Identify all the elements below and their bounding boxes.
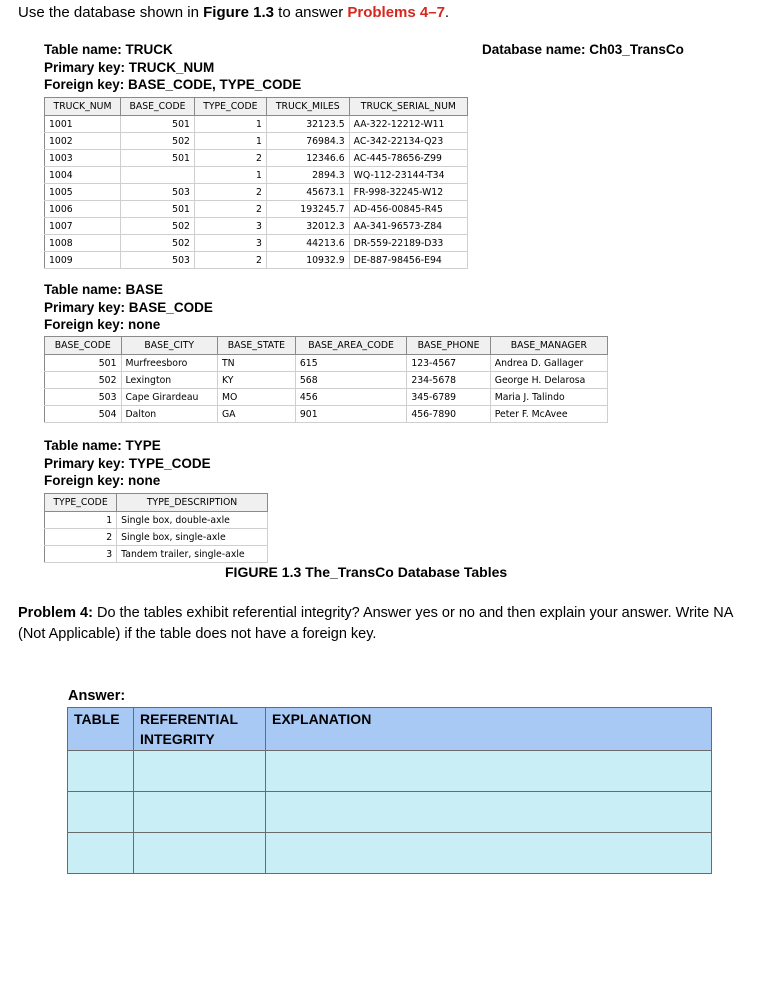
answer-cell-referential-integrity[interactable] bbox=[134, 751, 266, 792]
table-row bbox=[45, 184, 468, 201]
column-header-base-phone: BASE_PHONE bbox=[407, 337, 490, 355]
table-cell-base-city: Dalton bbox=[121, 406, 217, 423]
table-cell-base-code bbox=[121, 167, 195, 184]
table-cell-base-code: 501 bbox=[121, 150, 195, 167]
answer-header-explanation: EXPLANATION bbox=[266, 708, 712, 751]
table-cell-type-description: Tandem trailer, single-axle bbox=[117, 546, 268, 563]
column-header-base-area-code: BASE_AREA_CODE bbox=[295, 337, 406, 355]
column-header-base-manager: BASE_MANAGER bbox=[490, 337, 607, 355]
table-row bbox=[45, 235, 468, 252]
table-cell-base-code: 502 bbox=[121, 235, 195, 252]
table-row bbox=[45, 529, 268, 546]
table-row bbox=[45, 218, 468, 235]
table-cell-truck-num: 1002 bbox=[45, 133, 121, 150]
table-cell-base-manager: George H. Delarosa bbox=[490, 372, 607, 389]
table-cell-base-phone: 456-7890 bbox=[407, 406, 490, 423]
table-cell-base-code: 504 bbox=[45, 406, 122, 423]
table-cell-truck-serial-num: WQ-112-23144-T34 bbox=[349, 167, 467, 184]
table-cell-type-code: 2 bbox=[194, 184, 266, 201]
base-table-info: Table name: BASE Primary key: BASE_CODE Foreign key: none bbox=[44, 282, 213, 332]
table-cell-base-state: TN bbox=[217, 355, 295, 372]
table-cell-truck-serial-num: AC-445-78656-Z99 bbox=[349, 150, 467, 167]
table-cell-type-code: 3 bbox=[194, 218, 266, 235]
table-cell-base-manager: Peter F. McAvee bbox=[490, 406, 607, 423]
answer-cell-explanation[interactable] bbox=[266, 833, 712, 874]
table-cell-truck-miles: 32012.3 bbox=[266, 218, 349, 235]
table-cell-base-area-code: 568 bbox=[295, 372, 406, 389]
column-header-base-code: BASE_CODE bbox=[45, 337, 122, 355]
answer-row bbox=[68, 833, 712, 874]
table-cell-truck-num: 1003 bbox=[45, 150, 121, 167]
answer-cell-explanation[interactable] bbox=[266, 792, 712, 833]
table-cell-truck-miles: 10932.9 bbox=[266, 252, 349, 269]
table-cell-base-city: Lexington bbox=[121, 372, 217, 389]
instruction-text: Use the database shown in Figure 1.3 to answer Problems 4–7. bbox=[18, 4, 450, 21]
table-cell-base-area-code: 615 bbox=[295, 355, 406, 372]
table-row bbox=[45, 150, 468, 167]
table-cell-type-code: 3 bbox=[194, 235, 266, 252]
table-cell-base-area-code: 901 bbox=[295, 406, 406, 423]
table-cell-type-description: Single box, double-axle bbox=[117, 512, 268, 529]
table-cell-base-code: 501 bbox=[121, 116, 195, 133]
table-cell-truck-serial-num: AD-456-00845-R45 bbox=[349, 201, 467, 218]
column-header-truck-serial-num: TRUCK_SERIAL_NUM bbox=[349, 98, 467, 116]
table-cell-truck-serial-num: AA-322-12212-W11 bbox=[349, 116, 467, 133]
table-cell-truck-miles: 2894.3 bbox=[266, 167, 349, 184]
table-row bbox=[45, 372, 608, 389]
table-cell-truck-num: 1006 bbox=[45, 201, 121, 218]
problem-text: Problem 4: Do the tables exhibit referential integrity? Answer yes or no and then explain your answer. Write NA (Not Applicable) if the table does not have a foreign key. bbox=[18, 605, 733, 642]
table-cell-truck-serial-num: DR-559-22189-D33 bbox=[349, 235, 467, 252]
table-cell-type-code: 2 bbox=[194, 150, 266, 167]
table-cell-base-code: 502 bbox=[45, 372, 122, 389]
table-cell-base-code: 501 bbox=[45, 355, 122, 372]
table-cell-base-city: Murfreesboro bbox=[121, 355, 217, 372]
table-cell-truck-num: 1007 bbox=[45, 218, 121, 235]
table-cell-type-code: 2 bbox=[45, 529, 117, 546]
table-row bbox=[45, 512, 268, 529]
table-row bbox=[45, 167, 468, 184]
table-cell-base-code: 503 bbox=[121, 252, 195, 269]
column-header-truck-num: TRUCK_NUM bbox=[45, 98, 121, 116]
answer-header-table: TABLE bbox=[68, 708, 134, 751]
table-cell-base-manager: Maria J. Talindo bbox=[490, 389, 607, 406]
table-cell-truck-miles: 12346.6 bbox=[266, 150, 349, 167]
answer-cell-referential-integrity[interactable] bbox=[134, 792, 266, 833]
table-cell-type-code: 3 bbox=[45, 546, 117, 563]
table-cell-truck-serial-num: FR-998-32245-W12 bbox=[349, 184, 467, 201]
column-header-base-state: BASE_STATE bbox=[217, 337, 295, 355]
table-cell-truck-num: 1005 bbox=[45, 184, 121, 201]
table-cell-truck-miles: 76984.3 bbox=[266, 133, 349, 150]
table-cell-base-code: 503 bbox=[45, 389, 122, 406]
table-cell-base-code: 502 bbox=[121, 133, 195, 150]
table-cell-base-state: GA bbox=[217, 406, 295, 423]
answer-cell-table[interactable] bbox=[68, 751, 134, 792]
table-cell-type-code: 1 bbox=[194, 116, 266, 133]
answer-cell-explanation[interactable] bbox=[266, 751, 712, 792]
answer-table bbox=[67, 707, 712, 874]
table-row bbox=[45, 389, 608, 406]
answer-header-row bbox=[68, 708, 712, 751]
table-cell-truck-miles: 193245.7 bbox=[266, 201, 349, 218]
table-row bbox=[45, 201, 468, 218]
column-header-type-code: TYPE_CODE bbox=[45, 494, 117, 512]
base-header-row bbox=[45, 337, 608, 355]
table-cell-truck-num: 1008 bbox=[45, 235, 121, 252]
table-cell-type-code: 1 bbox=[194, 133, 266, 150]
column-header-base-city: BASE_CITY bbox=[121, 337, 217, 355]
truck-table-info: Table name: TRUCK Primary key: TRUCK_NUM Foreign key: BASE_CODE, TYPE_CODE bbox=[44, 42, 302, 92]
table-cell-type-code: 2 bbox=[194, 201, 266, 218]
table-cell-truck-miles: 32123.5 bbox=[266, 116, 349, 133]
problems-ref: Problems 4–7 bbox=[347, 4, 445, 21]
table-cell-truck-miles: 45673.1 bbox=[266, 184, 349, 201]
table-cell-truck-num: 1001 bbox=[45, 116, 121, 133]
answer-row bbox=[68, 751, 712, 792]
table-row bbox=[45, 546, 268, 563]
answer-cell-referential-integrity[interactable] bbox=[134, 833, 266, 874]
answer-header-referential-integrity: REFERENTIAL INTEGRITY bbox=[134, 708, 266, 751]
table-cell-base-phone: 234-5678 bbox=[407, 372, 490, 389]
table-cell-type-code: 1 bbox=[194, 167, 266, 184]
table-cell-base-city: Cape Girardeau bbox=[121, 389, 217, 406]
answer-cell-table[interactable] bbox=[68, 792, 134, 833]
table-row bbox=[45, 252, 468, 269]
table-cell-type-code: 2 bbox=[194, 252, 266, 269]
table-cell-truck-num: 1009 bbox=[45, 252, 121, 269]
table-cell-base-phone: 345-6789 bbox=[407, 389, 490, 406]
column-header-truck-miles: TRUCK_MILES bbox=[266, 98, 349, 116]
type-table-info: Table name: TYPE Primary key: TYPE_CODE Foreign key: none bbox=[44, 438, 211, 488]
table-cell-base-area-code: 456 bbox=[295, 389, 406, 406]
table-cell-truck-serial-num: AC-342-22134-Q23 bbox=[349, 133, 467, 150]
table-row bbox=[45, 116, 468, 133]
answer-cell-table[interactable] bbox=[68, 833, 134, 874]
table-row bbox=[45, 406, 608, 423]
table-cell-base-code: 502 bbox=[121, 218, 195, 235]
table-cell-base-state: KY bbox=[217, 372, 295, 389]
type-table bbox=[44, 493, 268, 563]
database-name: Database name: Ch03_TransCo bbox=[482, 42, 684, 57]
column-header-base-code: BASE_CODE bbox=[121, 98, 195, 116]
answer-row bbox=[68, 792, 712, 833]
table-row bbox=[45, 133, 468, 150]
table-cell-truck-num: 1004 bbox=[45, 167, 121, 184]
table-cell-base-phone: 123-4567 bbox=[407, 355, 490, 372]
truck-table bbox=[44, 97, 468, 269]
base-table bbox=[44, 336, 608, 423]
table-cell-type-description: Single box, single-axle bbox=[117, 529, 268, 546]
figure-caption: FIGURE 1.3 The_TransCo Database Tables bbox=[225, 564, 508, 580]
table-cell-truck-serial-num: AA-341-96573-Z84 bbox=[349, 218, 467, 235]
table-cell-base-manager: Andrea D. Gallager bbox=[490, 355, 607, 372]
type-header-row bbox=[45, 494, 268, 512]
table-cell-truck-miles: 44213.6 bbox=[266, 235, 349, 252]
table-cell-base-code: 501 bbox=[121, 201, 195, 218]
figure-ref: Figure 1.3 bbox=[203, 4, 274, 21]
column-header-type-description: TYPE_DESCRIPTION bbox=[117, 494, 268, 512]
table-cell-base-state: MO bbox=[217, 389, 295, 406]
table-cell-type-code: 1 bbox=[45, 512, 117, 529]
column-header-type-code: TYPE_CODE bbox=[194, 98, 266, 116]
problem-label: Problem 4: bbox=[18, 605, 93, 621]
answer-label: Answer: bbox=[68, 688, 126, 704]
table-row bbox=[45, 355, 608, 372]
table-cell-base-code: 503 bbox=[121, 184, 195, 201]
table-cell-truck-serial-num: DE-887-98456-E94 bbox=[349, 252, 467, 269]
truck-header-row bbox=[45, 98, 468, 116]
